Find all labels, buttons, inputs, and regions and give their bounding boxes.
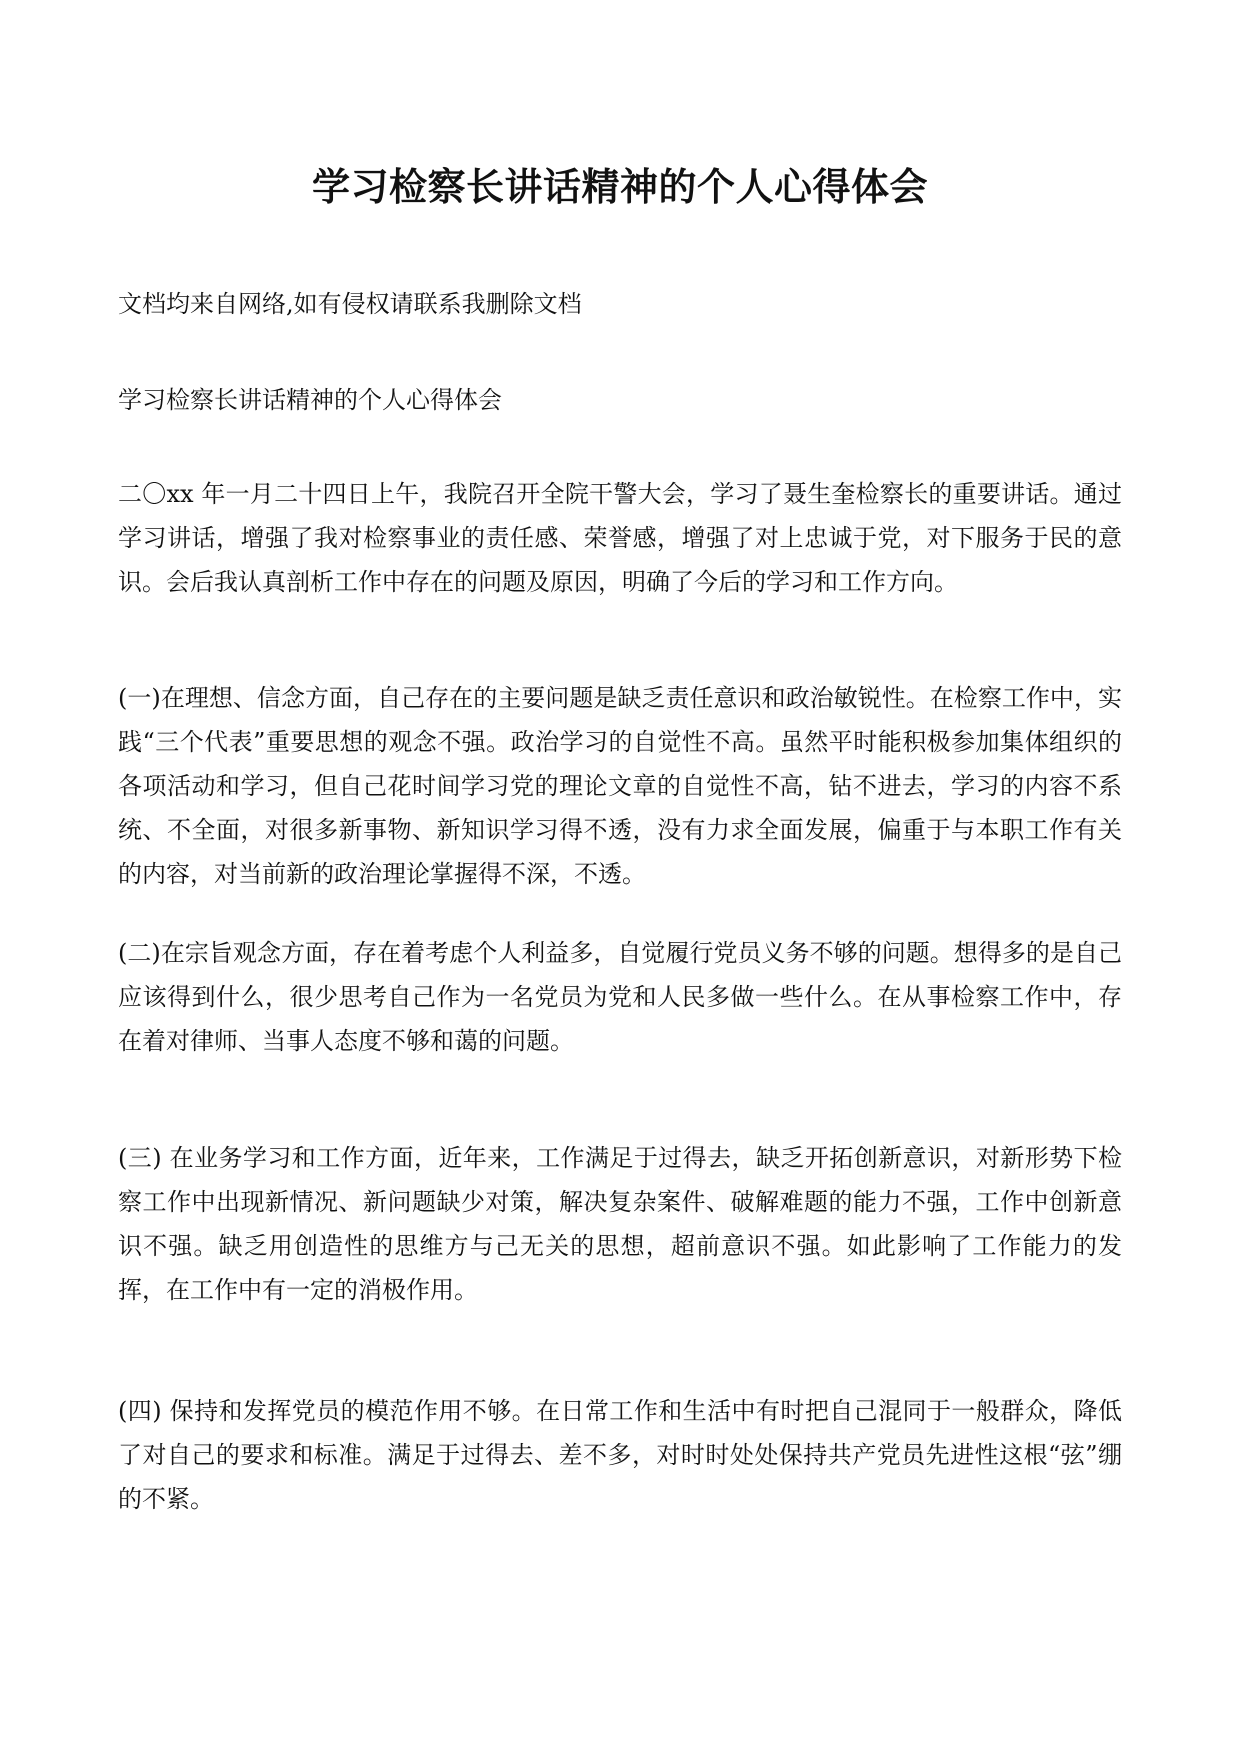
copyright-notice: 文档均来自网络,如有侵权请联系我删除文档 — [118, 290, 582, 318]
body-paragraph-1: (一)在理想、信念方面，自己存在的主要问题是缺乏责任意识和政治敏锐性。在检察工作中，实践“三个代表”重要思想的观念不强。政治学习的自觉性不高。虽然平时能积极参加集体组织的各项活动和学习，但自己花时间学习党的理论文章的自觉性不高，钻不进去，学习的内容不系统、不全面，对很多新事物、新知识学习得不透，没有力求全面发展，偏重于与本职工作有关的内容，对当前新的政治理论掌握得不深，不透。 — [118, 684, 1122, 888]
body-paragraph-2: (二)在宗旨观念方面，存在着考虑个人利益多，自觉履行党员义务不够的问题。想得多的是自己应该得到什么，很少思考自己作为一名党员为党和人民多做一些什么。在从事检察工作中，存在着对律师、当事人态度不够和蔼的问题。 — [118, 939, 1122, 1055]
document-subtitle: 学习检察长讲话精神的个人心得体会 — [118, 386, 502, 414]
body-paragraph-intro: 二〇xx 年一月二十四日上午，我院召开全院干警大会，学习了聂生奎检察长的重要讲话。通过学习讲话，增强了我对检察事业的责任感、荣誉感，增强了对上忠诚于党，对下服务于民的意识。会后我认真剖析工作中存在的问题及原因，明确了今后的学习和工作方向。 — [118, 480, 1122, 596]
body-paragraph-4: (四) 保持和发挥党员的模范作用不够。在日常工作和生活中有时把自己混同于一般群众，降低了对自己的要求和标准。满足于过得去、差不多，对时时处处保持共产党员先进性这根“弦”绷的不紧。 — [118, 1397, 1122, 1513]
body-paragraph-3: (三) 在业务学习和工作方面，近年来，工作满足于过得去，缺乏开拓创新意识，对新形势下检察工作中出现新情况、新问题缺少对策，解决复杂案件、破解难题的能力不强，工作中创新意识不强。缺乏用创造性的思维方与己无关的思想，超前意识不强。如此影响了工作能力的发挥，在工作中有一定的消极作用。 — [118, 1144, 1122, 1304]
document-title: 学习检察长讲话精神的个人心得体会 — [311, 164, 928, 209]
